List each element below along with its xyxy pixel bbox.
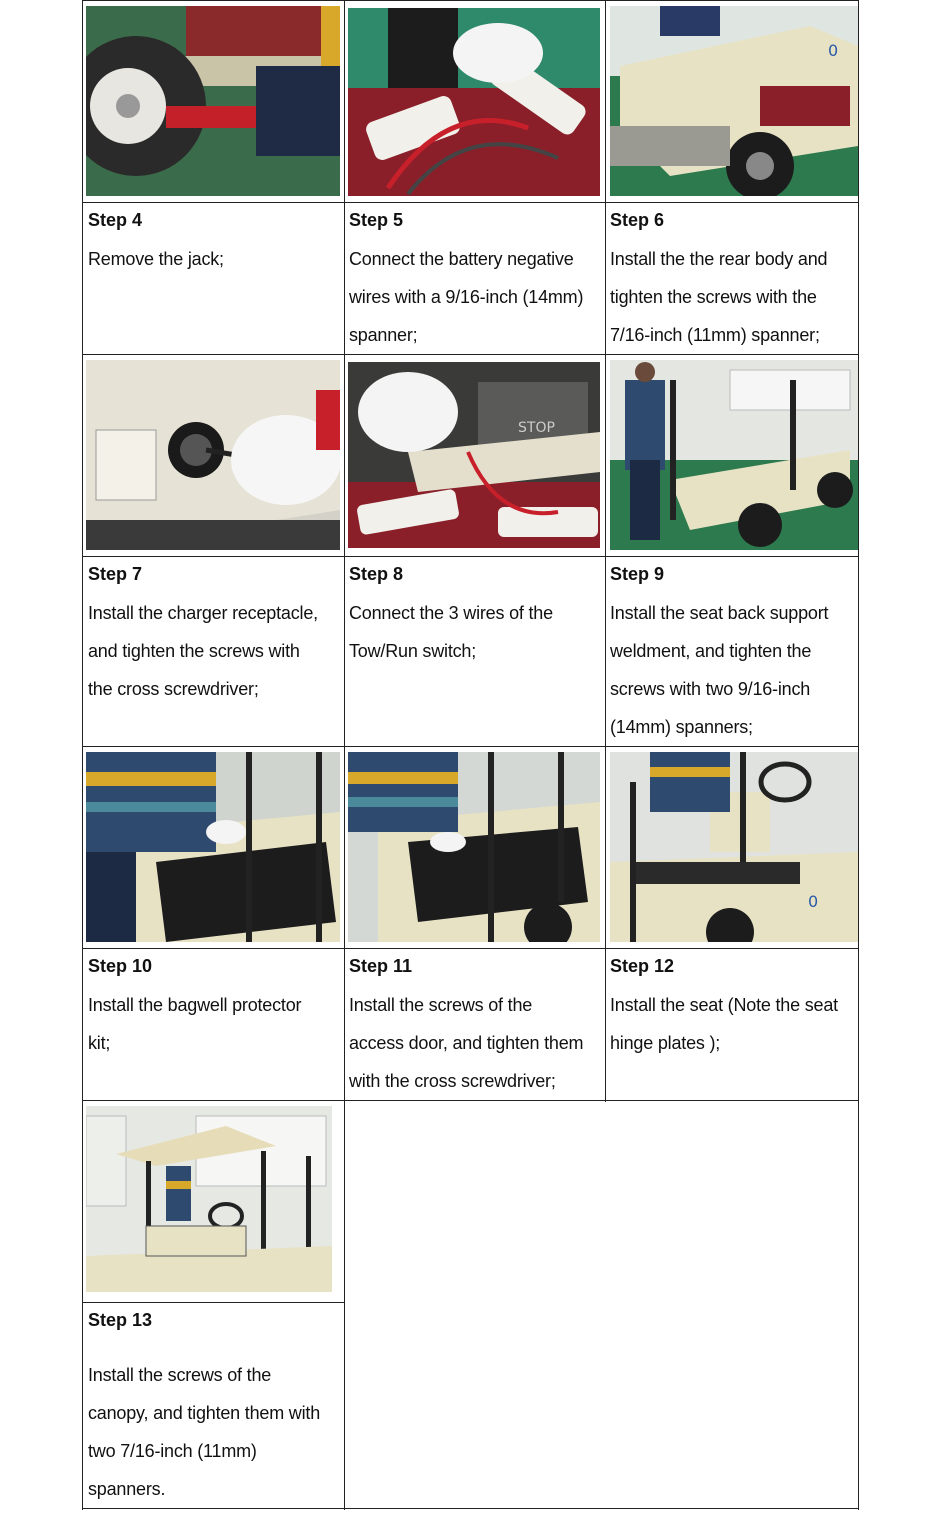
table-border: [82, 746, 859, 747]
step-title: Step 6: [610, 210, 665, 230]
step-title: Step 10: [88, 956, 153, 976]
step-description: [88, 1356, 320, 1508]
bagwell-protector-photo: [86, 752, 340, 942]
step-text-line: Install the seat (Note the seat: [610, 995, 838, 1015]
step-text-line: spanners.: [88, 1479, 166, 1499]
table-border: [82, 1100, 859, 1101]
charger-receptacle-photo: [86, 360, 340, 550]
access-door-photo: [348, 752, 600, 942]
jack-wheel-photo: [86, 6, 340, 196]
step-text-line: Remove the jack;: [88, 249, 224, 269]
step-text-line: hinge plates );: [610, 1033, 721, 1053]
step-description: [349, 986, 583, 1100]
step-text-line: Install the seat back support: [610, 603, 829, 623]
canopy-install-photo: [86, 1106, 332, 1292]
table-border: [82, 0, 83, 1510]
table-border: [82, 1302, 344, 1303]
step-description: [88, 240, 224, 278]
step-text-line: Install the the rear body and: [610, 249, 828, 269]
step-description: [349, 594, 553, 670]
step-text-line: access door, and tighten them: [349, 1033, 584, 1053]
seat-install-photo: [610, 752, 858, 942]
table-border: [82, 202, 859, 203]
step-text-line: spanner;: [349, 325, 418, 345]
rear-body-photo: [610, 6, 858, 196]
step-text-line: canopy, and tighten them with: [88, 1403, 321, 1423]
step-text-line: Install the screws of the: [88, 1365, 272, 1385]
step-text-line: weldment, and tighten the: [610, 641, 812, 661]
table-border: [82, 556, 859, 557]
table-border: [82, 1508, 859, 1509]
step-text-line: kit;: [88, 1033, 111, 1053]
step-text-line: Tow/Run switch;: [349, 641, 477, 661]
step-text-line: Install the charger receptacle,: [88, 603, 318, 623]
step-title: Step 13: [88, 1310, 153, 1330]
battery-spanner-photo: [348, 8, 600, 196]
step-description: [610, 594, 828, 746]
svg-text:0: 0: [828, 41, 839, 60]
step-text-line: and tighten the screws with: [88, 641, 300, 661]
tow-run-switch-photo: [348, 362, 600, 548]
step-text-line: with the cross screwdriver;: [349, 1071, 556, 1091]
step-text-line: screws with two 9/16-inch: [610, 679, 811, 699]
table-border: [82, 0, 859, 1]
table-border: [82, 354, 859, 355]
step-title: Step 4: [88, 210, 143, 230]
step-text-line: Install the bagwell protector: [88, 995, 302, 1015]
step-text-line: 7/16-inch (11mm) spanner;: [610, 325, 820, 345]
step-text-line: Connect the 3 wires of the: [349, 603, 553, 623]
step-title: Step 8: [349, 564, 404, 584]
step-title: Step 9: [610, 564, 665, 584]
svg-text:0: 0: [808, 892, 819, 911]
step-text-line: the cross screwdriver;: [88, 679, 259, 699]
table-border: [82, 948, 859, 949]
step-description: [349, 240, 583, 354]
step-text-line: tighten the screws with the: [610, 287, 817, 307]
step-title: Step 7: [88, 564, 143, 584]
step-description: [88, 594, 318, 708]
table-border: [605, 0, 606, 1102]
table-border: [344, 0, 345, 1510]
table-border: [858, 0, 859, 1510]
svg-text:STOP: STOP: [518, 420, 555, 436]
step-text-line: (14mm) spanners;: [610, 717, 753, 737]
step-title: Step 11: [349, 956, 413, 976]
step-description: [610, 986, 838, 1062]
step-text-line: Install the screws of the: [349, 995, 533, 1015]
step-text-line: two 7/16-inch (11mm): [88, 1441, 257, 1461]
step-title: Step 12: [610, 956, 675, 976]
step-text-line: Connect the battery negative: [349, 249, 574, 269]
step-description: [610, 240, 827, 354]
step-description: [88, 986, 301, 1062]
step-text-line: wires with a 9/16-inch (14mm): [349, 287, 584, 307]
step-title: Step 5: [349, 210, 404, 230]
seat-back-support-photo: [610, 360, 858, 550]
